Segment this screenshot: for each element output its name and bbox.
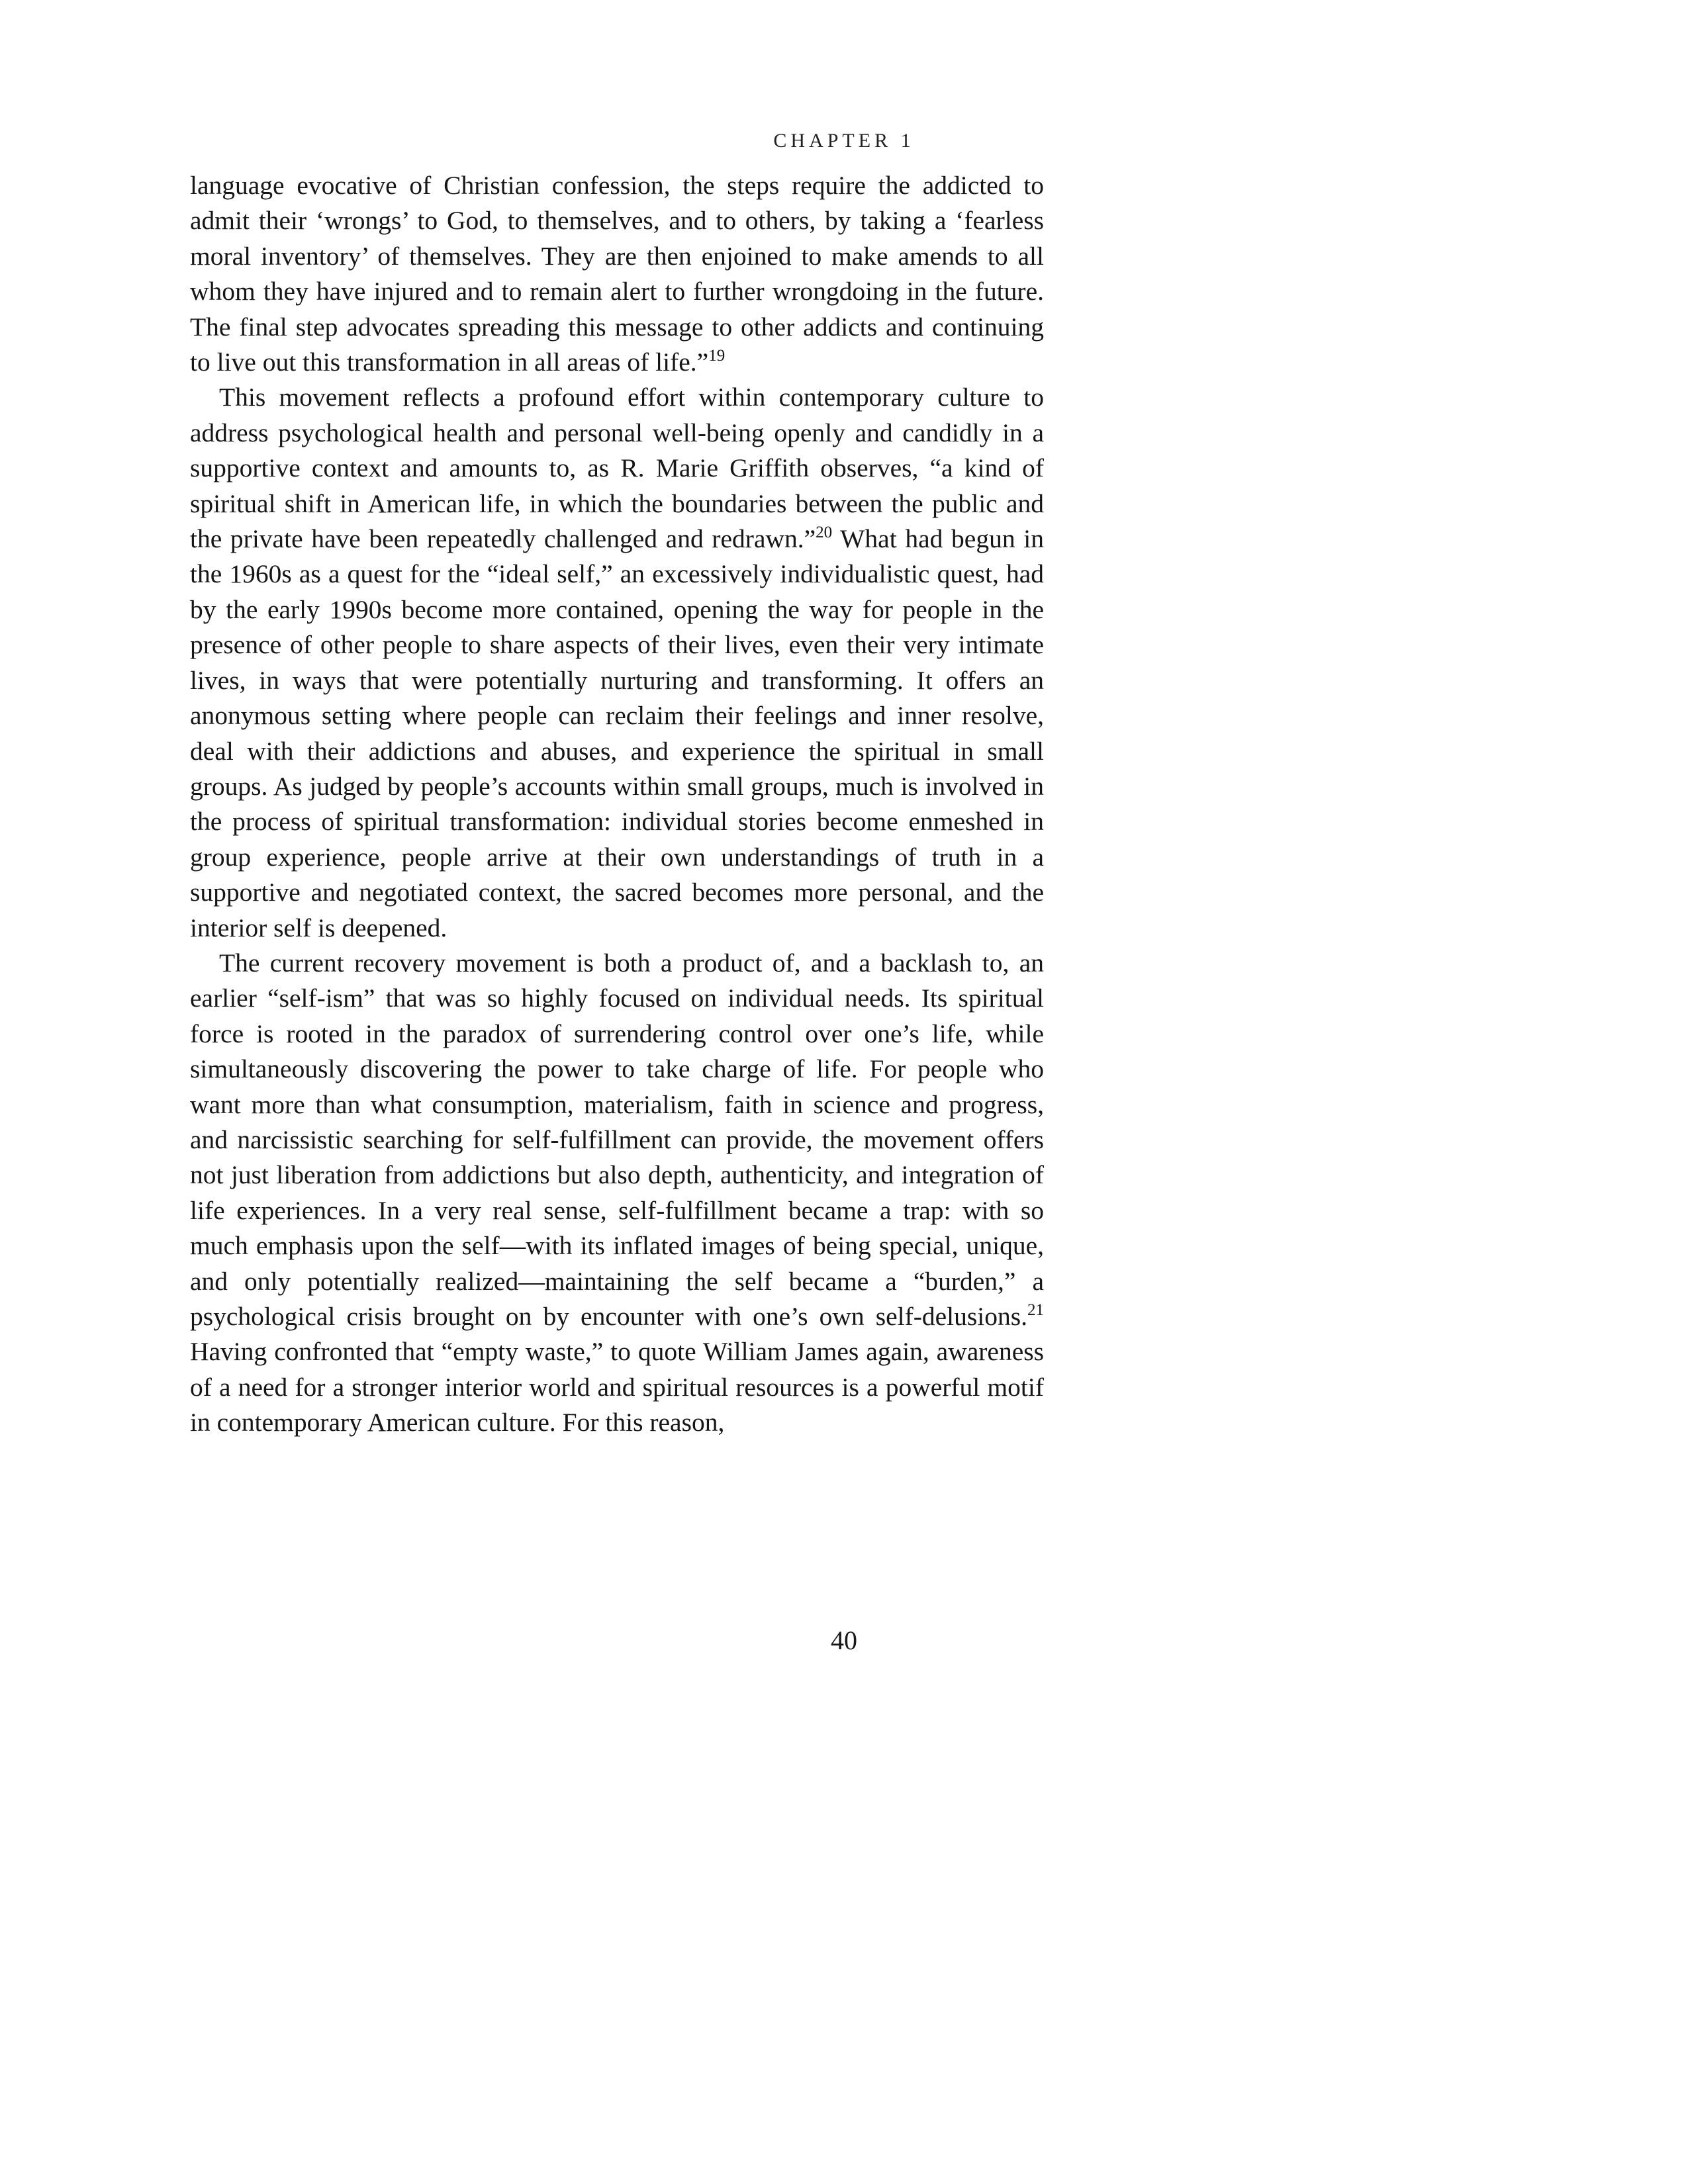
paragraph-1 [190,168,1044,380]
running-head: CHAPTER 1 [773,130,915,152]
paragraph-2 [190,380,1044,946]
paragraph-3-text-b: Having confronted that “empty waste,” to quote William James again, awareness of a need for a stronger interior world and spiritual resources is a powerful motif in contemporary American culture. For this reason, [190,1337,1044,1437]
paragraph-2-text-b: What had begun in the 1960s as a quest for the “ideal self,” an excessively individualistic quest, had by the early 1990s become more contained, opening the way for people in the presence of other people to share aspects of their lives, even their very intimate lives, in ways that were potentially nurturing and transforming. It offers an anonymous setting where people can reclaim their feelings and inner resolve, deal with their addictions and abuses, and experience the spiritual in small groups. As judged by people’s accounts within small groups, much is involved in the process of spiritual transformation: individual stories become enmeshed in group experience, people arrive at their own understandings of truth in a supportive and negotiated context, the sacred becomes more personal, and the interior self is deepened. [190,524,1044,942]
footnote-ref-19[interactable]: 19 [708,347,726,365]
body-text [190,168,1044,1441]
paragraph-2-text-a: This movement reflects a profound effort within contemporary culture to address psychological health and personal well-being openly and candidly in a supportive context and amounts to, as R. Marie Griffith observes, “a kind of spiritual shift in American life, in which the boundaries between the public and the private have been repeatedly challenged and redrawn.” [190,383,1044,554]
footnote-ref-21[interactable]: 21 [1027,1301,1044,1319]
footnote-ref-20[interactable]: 20 [816,523,833,542]
paragraph-3 [190,946,1044,1441]
paragraph-1-text: language evocative of Christian confession, the steps require the addicted to admit their ‘wrongs’ to God, to themselves, and to others, by taking a ‘fearless moral inventory’ of themselves. They are then enjoined to make amends to all whom they have injured and to remain alert to further wrongdoing in the future. The final step advocates spreading this message to other addicts and continuing to live out this transformation in all areas of life.” [190,171,1044,377]
paragraph-3-text-a: The current recovery movement is both a product of, and a backlash to, an earlier “self-ism” that was so highly focused on individual needs. Its spiritual force is rooted in the paradox of surrendering control over one’s life, while simultaneously discovering the power to take charge of life. For people who want more than what consumption, materialism, faith in science and progress, and narcissistic searching for self-fulfillment can provide, the movement offers not just liberation from addictions but also depth, authenticity, and integration of life experiences. In a very real sense, self-fulfillment became a trap: with so much emphasis upon the self—with its inflated images of being special, unique, and only potentially realized—maintaining the self became a “burden,” a psychological crisis brought on by encounter with one’s own self-delusions. [190,948,1044,1331]
page-number: 40 [831,1625,857,1655]
